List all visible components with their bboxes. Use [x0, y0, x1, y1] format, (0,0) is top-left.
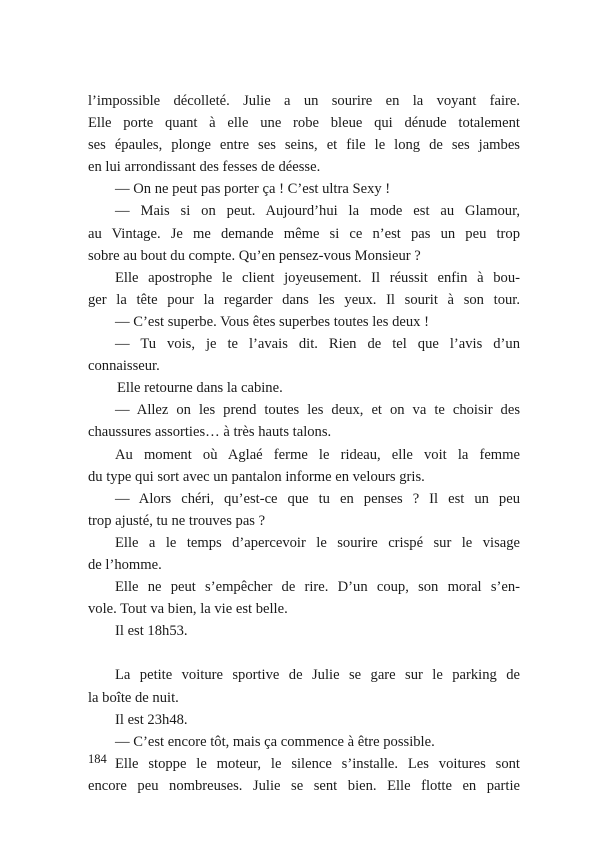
text-line: Elle apostrophe le client joyeusement. Il réussit enfin à bou- [115, 269, 520, 286]
text-line: ses épaules, plonge entre ses seins, et file le long de ses jambes [88, 137, 520, 154]
text-line: vole. Tout va bien, la vie est belle. [88, 601, 288, 618]
text-line: — Mais si on peut. Aujourd’hui la mode est au Glamour, [115, 203, 520, 220]
text-line: — On ne peut pas porter ça ! C’est ultra Sexy ! [115, 181, 391, 198]
text-line: Elle porte quant à elle une robe bleue qui dénude totalement [88, 115, 520, 132]
text-line: chaussures assorties… à très hauts talons. [88, 424, 332, 441]
text-line: Il est 23h48. [115, 711, 188, 728]
text-line: Elle a le temps d’apercevoir le sourire crispé sur le visage [115, 534, 520, 551]
text-line: Au moment où Aglaé ferme le rideau, elle voit la femme [115, 446, 520, 463]
text-line: — Allez on les prend toutes les deux, et on va te choisir des [115, 402, 520, 419]
text-line: Elle stoppe le moteur, le silence s’installe. Les voitures sont [115, 755, 520, 772]
text-line: — Alors chéri, qu’est-ce que tu en penses ? Il est un peu [115, 490, 520, 507]
text-line: Il est 18h53. [115, 623, 188, 640]
text-line: l’impossible décolleté. Julie a un sourire en la voyant faire. [88, 93, 520, 109]
text-line: La petite voiture sportive de Julie se gare sur le parking de [115, 667, 520, 684]
text-line: de l’homme. [88, 556, 162, 573]
text-line: trop ajusté, tu ne trouves pas ? [88, 512, 266, 529]
page-number: 184 [88, 752, 107, 766]
text-line: Elle ne peut s’empêcher de rire. D’un coup, son moral s’en- [115, 579, 520, 596]
text-line: en lui arrondissant des fesses de déesse. [88, 159, 321, 176]
text-line: — C’est superbe. Vous êtes superbes toutes les deux ! [115, 313, 429, 330]
blank-line [88, 642, 520, 664]
text-line: Elle retourne dans la cabine. [117, 380, 283, 397]
text-line: connaisseur. [88, 358, 160, 375]
text-line: ger la tête pour la regarder dans les yeux. Il sourit à son tour. [88, 291, 520, 308]
text-line: — C’est encore tôt, mais ça commence à être possible. [115, 733, 435, 750]
text-line: du type qui sort avec un pantalon informe en velours gris. [88, 468, 425, 485]
text-line: — Tu vois, je te l’avais dit. Rien de tel que l’avis d’un [115, 336, 520, 353]
body-text [88, 90, 520, 797]
text-line: au Vintage. Je me demande même si ce n’est pas un peu trop [88, 225, 520, 242]
text-line: sobre au bout du compte. Qu’en pensez-vous Monsieur ? [88, 247, 421, 264]
text-line: la boîte de nuit. [88, 689, 179, 706]
text-line: encore peu nombreuses. Julie se sent bien. Elle flotte en partie [88, 777, 520, 794]
